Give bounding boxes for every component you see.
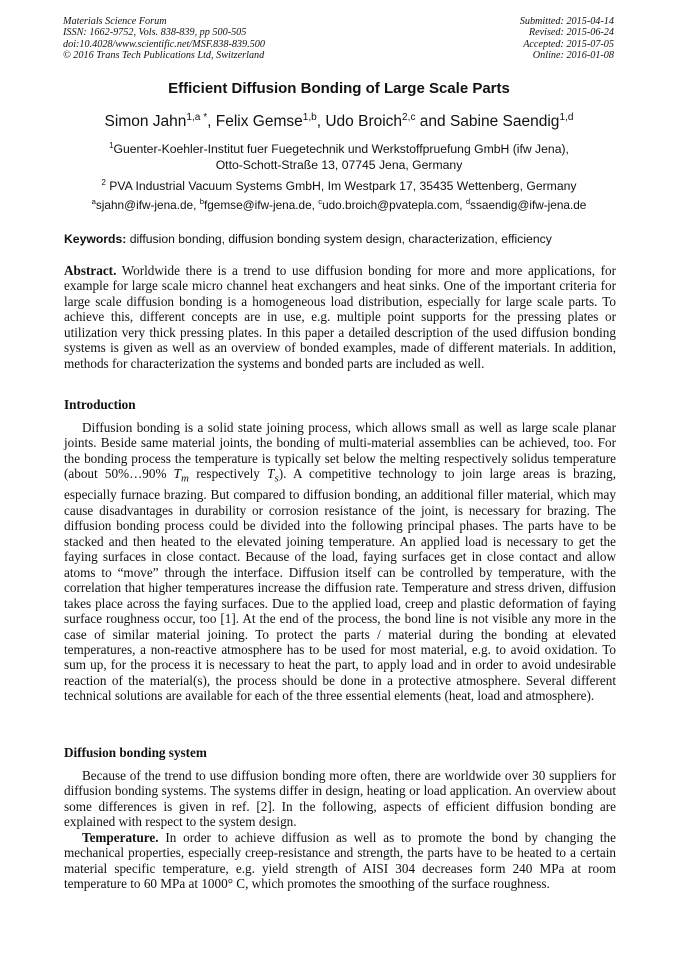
email-sep: , (193, 197, 200, 212)
accepted-date: Accepted: 2015-07-05 (523, 38, 614, 50)
email-list (0, 197, 678, 212)
issn-line: ISSN: 1662-9752, Vols. 838-839, pp 500-505 (63, 27, 247, 39)
author-list (0, 112, 678, 131)
author-sup: 1,a * (186, 112, 208, 123)
abstract-text: Worldwide there is a trend to use diffusion bonding for more and more applications, for example for large scale micro channel heat exchangers and heat sinks. One of the important criteria for large scale diffusion bonding is a homogeneous load distribution, especially for large scale parts. To achieve this, different concepts are in use, e.g. multiple point supports for the pressing plates or utilization very thick pressing plates. In this paper a detailed description of the used diffusion bonding systems is given as well as an overview of bonded examples, made of different materials. In addition, methods for characterization the systems and bonded parts are included as well. (64, 263, 616, 371)
paper-title: Efficient Diffusion Bonding of Large Scale Parts (168, 80, 510, 97)
symbol-tm: T (173, 466, 182, 482)
affiliation-1-line1: Guenter-Koehler-Institut fuer Fuegetechnik und Werkstoffpruefung GmbH (ifw Jena), (113, 142, 569, 157)
affiliation-1-line2: Otto-Schott-Straße 13, 07745 Jena, Germany (215, 158, 463, 173)
symbol-tm-sub: m (181, 473, 189, 485)
revised-date: Revised: 2015-06-24 (528, 27, 614, 39)
author-sep: , (207, 113, 216, 131)
email-sup: d (465, 197, 471, 206)
author-sup: 2,c (402, 112, 416, 123)
author-name: Sabine Saendig (449, 113, 560, 131)
affiliation-sup: 1 (109, 141, 114, 150)
email-link[interactable]: sjahn@ifw-jena.de (95, 197, 194, 212)
affiliation-2-line: PVA Industrial Vacuum Systems GmbH, Im Westpark 17, 35435 Wettenberg, Germany (105, 179, 577, 194)
email-sup: b (199, 197, 204, 206)
email-sep: , (311, 197, 319, 212)
submitted-date: Submitted: 2015-04-14 (519, 16, 614, 27)
author-sep: and (415, 113, 450, 131)
intro-text: respectively (188, 466, 268, 482)
affiliation-sup: 2 (101, 178, 106, 187)
journal-info (63, 16, 265, 61)
intro-text: ). A competitive technology to join large areas is brazing, especially furnace brazing. But compared to diffusion bonding, an additional filler material, which may cause disadvantages in durability or corrosion resistance of the joint, is necessary for brazing. The diffusion bonding process could be divided into the following principal phases. The parts have to be stacked and then heated to the elevated joining temperature. An applied load is necessary to get the faying surfaces in close contact. Because of the load, faying surfaces get in close contact and allow atoms to “move” through the interface. Diffusion itself can be controlled by temperature, with the correlation that higher temperatures increase the diffusion rate. Temperature and stress driven, diffusion takes place across the faying surfaces. Due to the applied load, creep and plastic deformation of faying surface roughness occur, too [1]. At the end of the process, the bond line is not visible any more in the case of similar material joining. To protect the parts / material during the bonding at elevated temperatures, a non-reactive atmosphere has to be used for most material, e.g. to avoid oxidation. To sum up, for the process it is necessary to heat the part, to apply load and in order to avoid undesirable reaction of the material(s), the process should be done in a protective atmosphere. Several different technical solutions are available for each of the three essential elements (heat, load and atmosphere). (64, 466, 616, 704)
email-link[interactable]: fgemse@ifw-jena.de (203, 197, 312, 212)
doi-line: doi:10.4028/www.scientific.net/MSF.838-839.500 (63, 38, 265, 50)
author-name: Udo Broich (325, 113, 403, 131)
system-paragraph-1: Because of the trend to use diffusion bonding more often, there are worldwide over 30 suppliers for diffusion bonding systems. The systems differ in design, heating or load application. An overview about some differences is given in ref. [2]. In the following, aspects of efficient diffusion bonding are explained with respect to the system design. (64, 768, 616, 830)
submission-dates (520, 16, 614, 61)
author-name: Felix Gemse (215, 113, 303, 131)
abstract-label: Abstract. (64, 263, 117, 278)
email-link[interactable]: ssaendig@ifw-jena.de (470, 197, 587, 212)
author-sep: , (316, 113, 326, 131)
section-heading-introduction: Introduction (64, 397, 136, 412)
affiliation-2 (0, 175, 678, 194)
author-name: Simon Jahn (104, 113, 187, 131)
author-sup: 1,d (559, 112, 574, 123)
introduction-body (64, 420, 616, 704)
symbol-ts-sub: s (274, 473, 279, 485)
symbol-ts: T (267, 466, 275, 482)
keywords (64, 232, 616, 246)
email-sep: , (459, 197, 466, 212)
email-sup: a (91, 197, 96, 206)
system-body (64, 768, 616, 892)
intro-text: Diffusion bonding is a solid state joining process, which allows small as well as large scale planar joints. Beside same material joints, the bonding of multi-material assemblies can be achieved, too. For the bonding process the temperature is typically set below the melting respectively solidus temperature (about 50%…90% (64, 420, 616, 482)
temperature-text: In order to achieve diffusion as well as to promote the bond by changing the mechanical properties, especially creep-resistance and strength, the parts have to be heated to a certain material specific temperature, e.g. yield strength of AISI 304 decreases form 240 MPa at room temperature to 60 MPa at 1000° C, which promotes the smoothing of the surface roughness. (64, 829, 616, 892)
keywords-text: diffusion bonding, diffusion bonding system design, characterization, efficiency (126, 232, 552, 246)
email-link[interactable]: udo.broich@pvatepla.com (322, 197, 460, 212)
section-heading-system: Diffusion bonding system (64, 745, 207, 760)
journal-name: Materials Science Forum (63, 16, 167, 27)
system-paragraph-2 (64, 830, 616, 892)
email-sup: c (318, 197, 323, 206)
author-sup: 1,b (302, 112, 317, 123)
copyright-line: © 2016 Trans Tech Publications Ltd, Switzerland (63, 49, 265, 61)
temperature-label: Temperature. (82, 829, 159, 845)
keywords-label: Keywords: (64, 232, 127, 246)
abstract (64, 263, 616, 371)
affiliation-1 (0, 138, 678, 173)
online-date: Online: 2016-01-08 (532, 49, 614, 61)
